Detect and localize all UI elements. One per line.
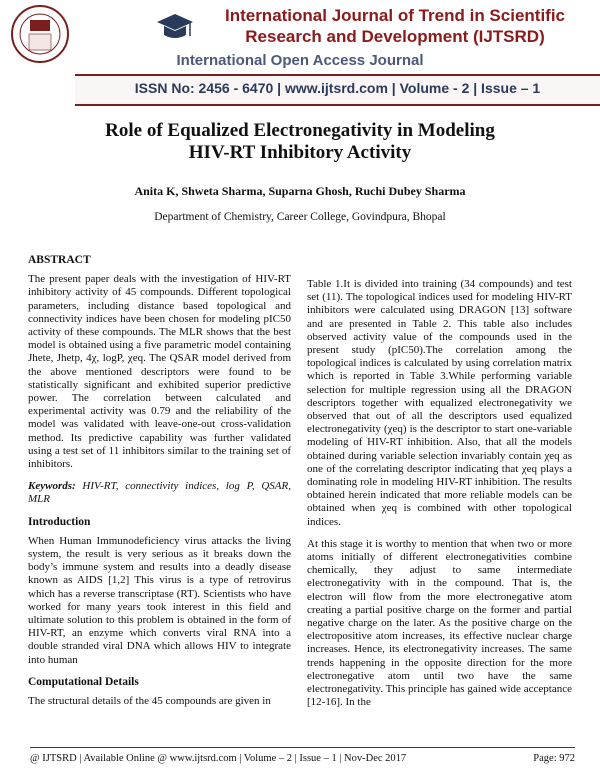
journal-name-line2: Research and Development (IJTSRD) <box>245 27 545 46</box>
abstract-heading: ABSTRACT <box>28 254 91 266</box>
affiliation: Department of Chemistry, Career College, Govindpura, Bhopal <box>154 211 446 223</box>
paper-title <box>0 120 600 164</box>
intro-heading: Introduction <box>28 515 91 528</box>
abstract-text: The present paper deals with the investigation of HIV-RT inhibitory activity of 45 compounds. Different topological parameters, including distance based topological and connectivity indices have been chosen for modeling pIC50 activity of these compounds. The MLR shows that the best model is obtained using a five parametric model containing Jhete, Jhetp, 4χ, logP, χeq. The QSAR model derived from the above mentioned descriptors were found to be statistically significant and exhibited superior predictive power. The correlation between calculated and experimental activity was 0.79 and the reliability of the model was validated with leave-one-out cross-validation method. Its predictive capability was further validated using a test set of 11 inhibitors similar to the training set of inhibitors. <box>28 273 291 471</box>
right-column <box>307 278 572 719</box>
open-access-label: International Open Access Journal <box>176 52 424 69</box>
page-number: Page: 972 <box>533 753 575 764</box>
issn-text: ISSN No: 2456 - 6470 | www.ijtsrd.com | Volume - 2 | Issue – 1 <box>134 80 541 96</box>
intro-text: When Human Immunodeficiency virus attacks the living system, the result is very serious as it breaks down the body’s immune system and results into a deadly disease known as AIDS [1,2] This virus is a type of retrovirus which has a reverse transcriptase (RT). Scientists who have worked for many years took interest in this field and ultimate solution to this problem is obtained in the form of HIV-RT, an enzyme which converts viral RNA into a double stranded viral DNA which allows HIV to integrate into human <box>28 534 291 666</box>
computational-text: The structural details of the 45 compounds are given in <box>28 695 271 708</box>
title-line1: Role of Equalized Electronegativity in Modeling <box>105 120 495 141</box>
left-column <box>28 254 291 717</box>
footer-citation: @ IJTSRD | Available Online @ www.ijtsrd.com | Volume – 2 | Issue – 1 | Nov-Dec 2017 <box>30 753 407 764</box>
journal-header <box>0 0 600 106</box>
footer-rule <box>30 747 575 748</box>
graduation-cap-icon <box>155 8 195 48</box>
keywords <box>28 480 291 506</box>
journal-name-line1: International Journal of Trend in Scientific <box>224 6 566 25</box>
right-paragraph-1: Table 1.It is divided into training (34 compounds) and test set (11). The topological indices used for modeling HIV-RT inhibitors were calculated using DRAGON [13] software and are presented in Table 2. This table also includes observed activity value of the compounds used in the present study (pIC50).The correlation among the topological indices is calculated by using correlation matrix which is reported in Table 3.While performing variable selection for multiple regression using all the DRAGON descriptors together with equalized electronegativity we observed that out of all the descriptors used equalized electronegativity (χeq) is the descriptor to start one-variable modeling of HIV-RT inhibition. Also, that all the models obtained during variable selection invariably contain χeq as one of the correlating descriptor indicating that χeq plays a dominating role in modeling HIV-RT inhibition. The results obtained herein indicated that more reliable models can be obtained when χeq is combined with other topological indices. <box>307 278 572 528</box>
keywords-text: HIV-RT, connectivity indices, log P, QSAR, MLR <box>28 480 291 506</box>
computational-heading: Computational Details <box>28 675 139 688</box>
issn-bar <box>75 74 600 106</box>
page-footer <box>30 753 575 764</box>
title-line2: HIV-RT Inhibitory Activity <box>188 142 412 163</box>
right-paragraph-2: At this stage it is worthy to mention that when two or more atoms initially of different electronegativities combine chemically, they adjust to same intermediate electronegativity with in the compound. That is, the electron will flow from the more electronegative atom creating a partial positive charge on the former and partial negative charge on the later. As the positive charge on the electropositive atom increases, its effective nuclear charge increases. Hence, its electronegativity increases. The same trends happening in the opposite direction for the more electronegative atom until two have the same electronegativity. This principle has gained wide acceptance [12-16]. In the <box>307 537 572 709</box>
keywords-label: Keywords: <box>28 480 76 493</box>
authors: Anita K, Shweta Sharma, Suparna Ghosh, Ruchi Dubey Sharma <box>134 184 466 198</box>
